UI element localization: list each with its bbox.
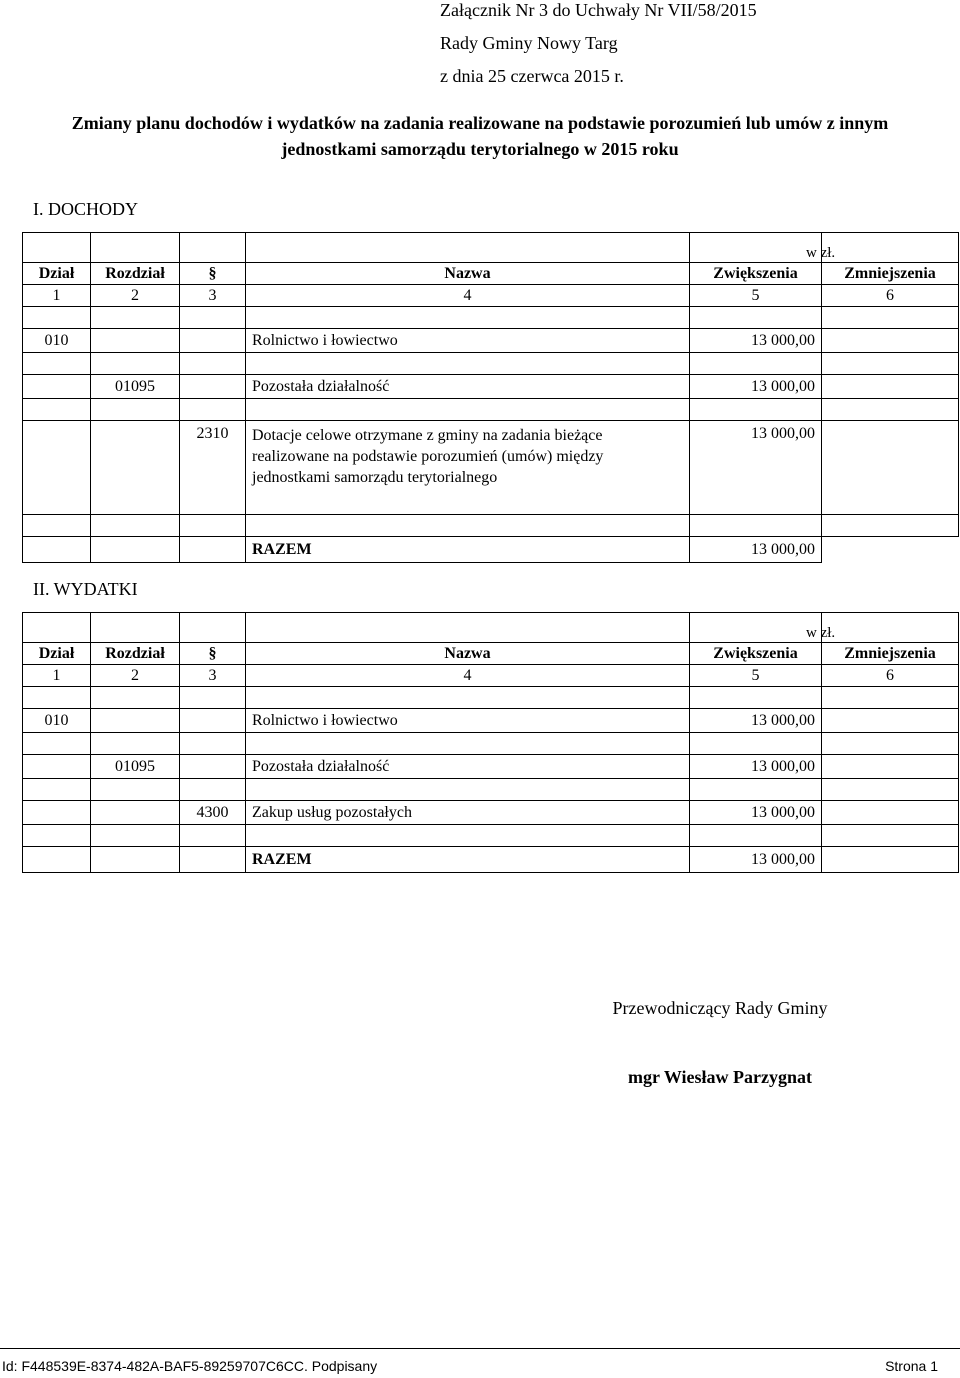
- row-increase: 13 000,00: [690, 329, 822, 353]
- paragraf-code: 4300: [180, 801, 246, 825]
- expenses-number-row: [23, 665, 959, 687]
- dzial-code: 010: [23, 709, 91, 733]
- footer-page-number: Strona 1: [885, 1358, 938, 1374]
- income-unit: w zł.: [806, 245, 836, 261]
- row-increase: 13 000,00: [690, 709, 822, 733]
- col-dzial: Dział: [23, 643, 91, 665]
- row-increase: 13 000,00: [690, 375, 822, 399]
- row-increase: 13 000,00: [690, 421, 822, 515]
- col-paragraf: §: [180, 643, 246, 665]
- document-title: [20, 110, 940, 162]
- col-zwiekszenia: Zwiększenia: [690, 263, 822, 285]
- col-num: 4: [246, 665, 690, 687]
- col-zwiekszenia: Zwiększenia: [690, 643, 822, 665]
- row-increase: 13 000,00: [690, 755, 822, 779]
- row-increase: 13 000,00: [690, 801, 822, 825]
- rozdzial-code: 01095: [91, 755, 180, 779]
- row-name: Zakup usług pozostałych: [246, 801, 690, 825]
- col-num: 5: [690, 285, 822, 307]
- footer-divider: [0, 1348, 960, 1349]
- col-nazwa: Nazwa: [246, 643, 690, 665]
- col-num: 2: [91, 665, 180, 687]
- income-header-row: [23, 263, 959, 285]
- signature-name: mgr Wiesław Parzygnat: [628, 1067, 812, 1087]
- table-row: [23, 709, 959, 733]
- income-heading: I. DOCHODY: [33, 199, 138, 219]
- table-row: [23, 801, 959, 825]
- col-rozdzial: Rozdział: [91, 263, 180, 285]
- total-label: RAZEM: [246, 537, 690, 563]
- col-num: 6: [822, 285, 959, 307]
- col-num: 6: [822, 665, 959, 687]
- col-num: 5: [690, 665, 822, 687]
- signature-role: Przewodniczący Rady Gminy: [612, 998, 828, 1018]
- header-date-line: z dnia 25 czerwca 2015 r.: [440, 66, 624, 86]
- total-label: RAZEM: [246, 847, 690, 873]
- col-zmniejszenia: Zmniejszenia: [822, 643, 959, 665]
- col-num: 2: [91, 285, 180, 307]
- expenses-table: [22, 612, 959, 873]
- col-zmniejszenia: Zmniejszenia: [822, 263, 959, 285]
- row-name: Dotacje celowe otrzymane z gminy na zadania bieżące realizowane na podstawie porozumień (umów) między jednostkami samorządu terytorialnego: [246, 421, 690, 515]
- total-value: 13 000,00: [690, 537, 822, 563]
- col-num: 1: [23, 665, 91, 687]
- col-num: 3: [180, 285, 246, 307]
- table-row: [23, 375, 959, 399]
- col-nazwa: Nazwa: [246, 263, 690, 285]
- dzial-code: 010: [23, 329, 91, 353]
- row-name: Pozostała działalność: [246, 755, 690, 779]
- col-rozdzial: Rozdział: [91, 643, 180, 665]
- rozdzial-code: 01095: [91, 375, 180, 399]
- total-value: 13 000,00: [690, 847, 822, 873]
- table-row: [23, 329, 959, 353]
- footer-document-id: Id: F448539E-8374-482A-BAF5-89259707C6CC. Podpisany: [2, 1358, 378, 1374]
- col-dzial: Dział: [23, 263, 91, 285]
- col-paragraf: §: [180, 263, 246, 285]
- header-council-line: Rady Gminy Nowy Targ: [440, 33, 618, 53]
- income-table: [22, 232, 959, 563]
- table-row: [23, 755, 959, 779]
- income-number-row: [23, 285, 959, 307]
- expenses-header-row: [23, 643, 959, 665]
- row-name: Rolnictwo i łowiectwo: [246, 329, 690, 353]
- expenses-heading: II. WYDATKI: [33, 579, 138, 599]
- income-total-row: [23, 537, 959, 563]
- col-num: 1: [23, 285, 91, 307]
- header-attachment-line: Załącznik Nr 3 do Uchwały Nr VII/58/2015: [440, 0, 757, 20]
- paragraf-code: 2310: [180, 421, 246, 515]
- row-name: Rolnictwo i łowiectwo: [246, 709, 690, 733]
- table-row: [23, 421, 959, 515]
- col-num: 3: [180, 665, 246, 687]
- title-line-2: jednostkami samorządu terytorialnego w 2015 roku: [281, 139, 679, 159]
- expenses-total-row: [23, 847, 959, 873]
- expenses-unit: w zł.: [806, 625, 836, 641]
- title-line-1: Zmiany planu dochodów i wydatków na zadania realizowane na podstawie porozumień lub umów z innym: [71, 113, 889, 133]
- col-num: 4: [246, 285, 690, 307]
- row-name: Pozostała działalność: [246, 375, 690, 399]
